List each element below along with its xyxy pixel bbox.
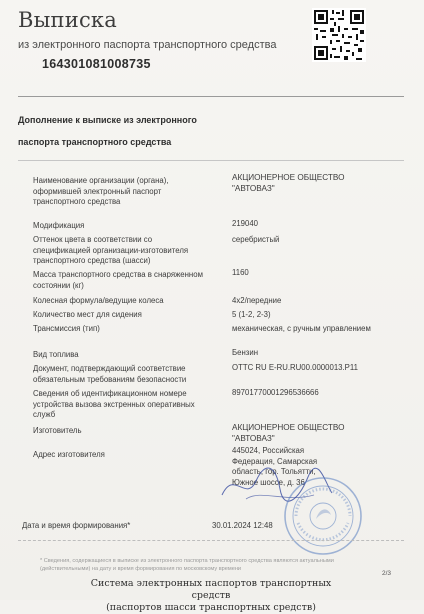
field-label-seats: Количество мест для сидения	[33, 310, 142, 319]
field-label-emergency-device-id: Сведения об идентификационном номере устройства вызова экстренных оперативных служб	[33, 389, 195, 419]
seal-stamp	[282, 475, 364, 557]
footnote: * Сведения, содержащиеся в выписке из электронного паспорта транспортного средства являются актуальными (действительными) на дату и время формирования по московскому времени	[40, 558, 334, 572]
formation-datetime-value: 30.01.2024 12:48	[212, 521, 273, 530]
field-value-seats: 5 (1-2, 2-3)	[232, 310, 271, 319]
document-subtitle: из электронного паспорта транспортного средства	[18, 39, 277, 51]
field-value-wheel-formula: 4x2/передние	[232, 296, 282, 305]
field-value-color-shade: серебристый	[232, 235, 280, 244]
field-label-manufacturer-address: Адрес изготовителя	[33, 450, 105, 459]
field-label-color-shade: Оттенок цвета в соответствии со спецификацией организации-изготовителя транспортного средства (шасси)	[33, 235, 189, 265]
field-value-manufacturer-address: 445024, Российская Федерация, Самарская область, гор. Тольятти, Южное шоссе, д. 36	[232, 446, 318, 487]
header-divider	[18, 96, 404, 97]
field-value-transmission: механическая, с ручным управлением	[232, 324, 371, 333]
document-title: Выписка	[18, 8, 117, 32]
field-label-wheel-formula: Колесная формула/ведущие колеса	[33, 296, 164, 305]
field-label-fuel-type: Вид топлива	[33, 350, 79, 359]
field-value-fuel-type: Бензин	[232, 348, 258, 357]
section-heading-line-1: Дополнение к выписке из электронного	[18, 115, 197, 125]
field-value-modification: 219040	[232, 219, 259, 228]
document-number: 164301081008735	[42, 57, 151, 71]
footer-divider	[18, 540, 404, 541]
page-number: 2/3	[382, 570, 392, 577]
section-heading-line-2: паспорта транспортного средства	[18, 137, 172, 147]
field-label-transmission: Трансмиссия (тип)	[33, 324, 100, 333]
qr-code-icon	[312, 8, 366, 62]
field-value-compliance-document: ОТТС RU E-RU.RU00.0000013.P11	[232, 363, 358, 372]
footer-line-2: (паспортов шасси транспортных средств)	[106, 602, 316, 613]
field-label-modification: Модификация	[33, 221, 85, 230]
section-divider	[18, 160, 404, 161]
field-label-manufacturer: Изготовитель	[33, 426, 82, 435]
section-heading	[18, 112, 218, 150]
field-value-emergency-device-id: 89701770001296536666	[232, 388, 319, 397]
footer-line-1: Система электронных паспортов транспортных средств	[90, 578, 332, 601]
formation-datetime-label: Дата и время формирования*	[22, 521, 131, 530]
field-value-curb-weight: 1160	[232, 268, 249, 277]
field-label-organization: Наименование организации (органа), оформившей электронный паспорт транспортного средства	[33, 176, 169, 206]
field-value-organization: АКЦИОНЕРНОЕ ОБЩЕСТВО "АВТОВАЗ"	[232, 173, 345, 193]
field-label-curb-weight: Масса транспортного средства в снаряженном состоянии (кг)	[33, 270, 203, 290]
footer-system-title	[86, 578, 336, 614]
field-value-manufacturer: АКЦИОНЕРНОЕ ОБЩЕСТВО "АВТОВАЗ"	[232, 423, 345, 443]
field-label-compliance-document: Документ, подтверждающий соответствие обязательным требованиям безопасности	[33, 364, 187, 384]
